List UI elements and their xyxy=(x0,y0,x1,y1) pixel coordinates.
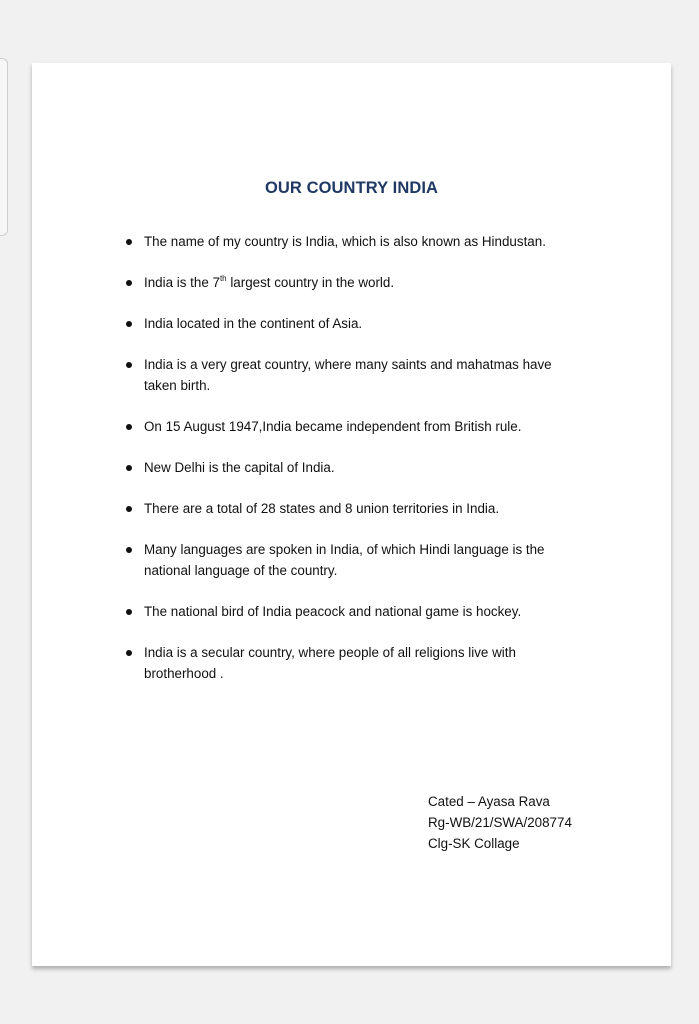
list-item-text: The national bird of India peacock and national game is hockey. xyxy=(144,604,522,619)
list-item-text: India located in the continent of Asia. xyxy=(144,316,363,331)
list-item xyxy=(124,539,584,581)
list-item-text: New Delhi is the capital of India. xyxy=(144,460,335,475)
list-item xyxy=(124,642,584,684)
list-item xyxy=(124,354,584,396)
document-page xyxy=(32,63,671,966)
list-item-text: Many languages are spoken in India, of which Hindi language is the national language of the country. xyxy=(144,542,545,578)
list-item-text: There are a total of 28 states and 8 union territories in India. xyxy=(144,501,500,516)
registration-number: Rg-WB/21/SWA/208774 xyxy=(428,815,572,830)
list-item-text-start: India is the 7 xyxy=(144,275,220,290)
list-item xyxy=(124,416,584,437)
side-scroll-tab[interactable] xyxy=(0,58,8,236)
college-name: Clg-SK Collage xyxy=(428,836,520,851)
page-title: OUR COUNTRY INDIA xyxy=(264,179,439,197)
list-item-text: The name of my country is India, which is also known as Hindustan. xyxy=(144,234,546,249)
list-item-text-end: largest country in the world. xyxy=(226,275,395,290)
list-item-text: On 15 August 1947,India became independent from British rule. xyxy=(144,419,522,434)
list-item xyxy=(124,498,584,519)
list-item xyxy=(124,313,584,334)
signature-name: Cated – Ayasa Rava xyxy=(428,794,550,809)
list-item-text: India is a very great country, where many saints and mahatmas have taken birth. xyxy=(144,357,552,393)
ordinal-superscript: th xyxy=(219,274,227,283)
list-item xyxy=(124,457,584,478)
list-item xyxy=(124,231,584,252)
list-item xyxy=(124,272,584,293)
signature-block xyxy=(428,791,572,854)
list-item xyxy=(124,601,584,622)
list-item-text: India is a secular country, where people of all religions live with brotherhood . xyxy=(144,645,516,681)
bullet-list xyxy=(124,231,584,684)
